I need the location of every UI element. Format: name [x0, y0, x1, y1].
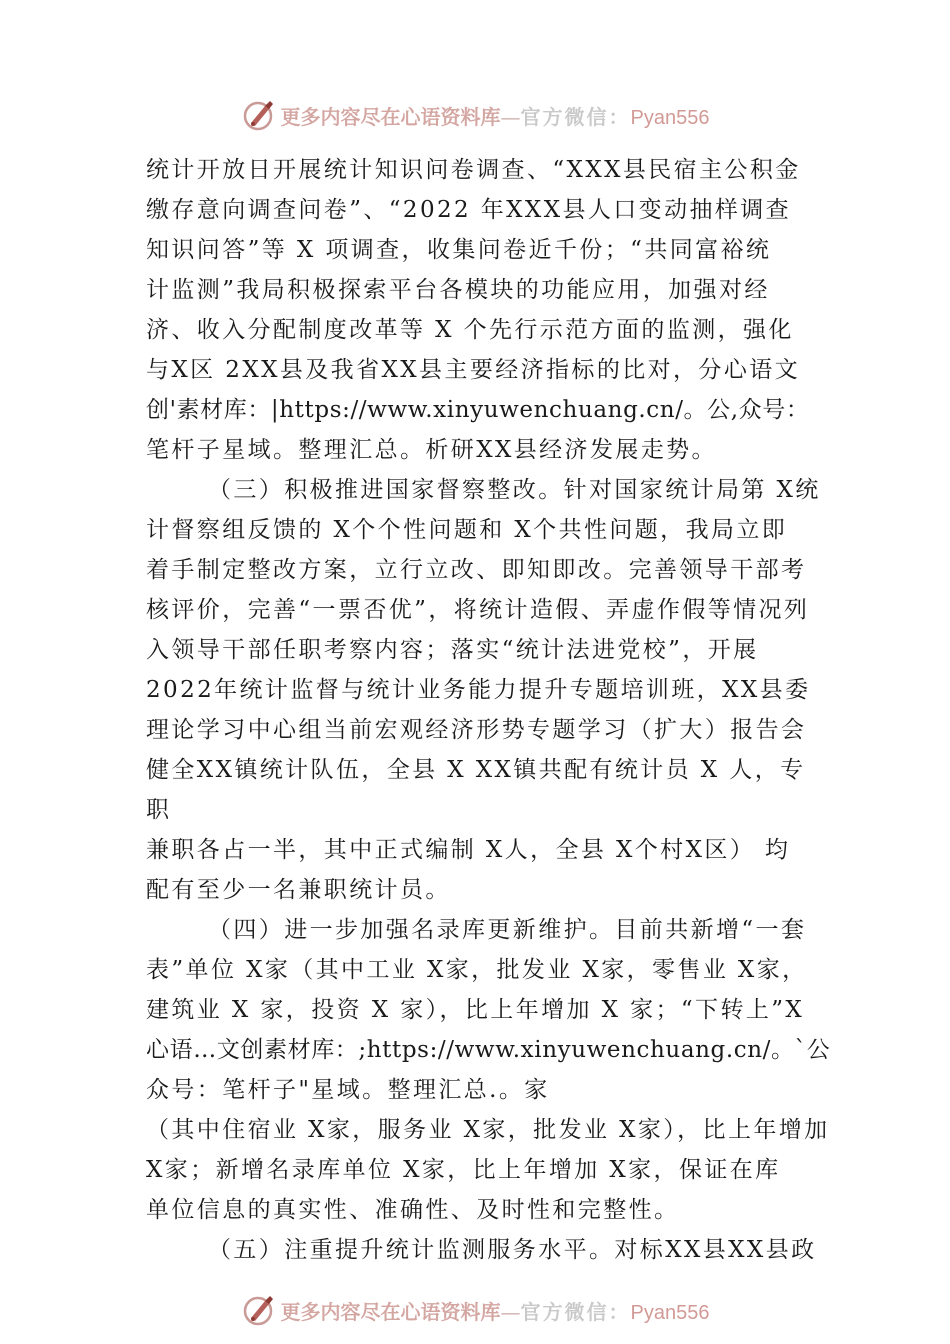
header-separator: —	[500, 104, 521, 129]
text-line: 心语…文创素材库：;https://www.xinyuwenchuang.cn/。`公	[146, 1037, 831, 1063]
text-line: 表”单位 X家（其中工业 X家，批发业 X家，零售业 X家，	[146, 957, 808, 983]
pen-logo-icon	[241, 97, 277, 133]
text-line: 着手制定整改方案，立行立改、即知即改。完善领导干部考	[146, 557, 807, 583]
footer-brand: 更多内容尽在心语资料库	[280, 1299, 501, 1324]
text-line: 健全XX镇统计队伍，全县 X XX镇共配有统计员 X 人，专	[146, 757, 806, 783]
document-body	[146, 150, 846, 1270]
text-line: 创'素材库：|https://www.xinyuwenchuang.cn/。公,众号：	[146, 397, 810, 423]
header-wechat-label: 官方微信：	[520, 104, 631, 129]
header-banner	[0, 95, 950, 135]
text-line: 笔杆子星域。整理汇总。析研XX县经济发展走势。	[146, 437, 717, 463]
text-line: 济、收入分配制度改革等 X 个先行示范方面的监测，强化	[146, 317, 794, 343]
footer-banner	[0, 1290, 950, 1330]
text-line: 2022年统计监督与统计业务能力提升专题培训班，XX县委	[146, 677, 811, 703]
footer-wechat-id: Pyan556	[630, 1301, 710, 1324]
text-line: 计监测”我局积极探索平台各模块的功能应用，加强对经	[146, 277, 770, 303]
text-line: 理论学习中心组当前宏观经济形势专题学习（扩大）报告会	[146, 717, 807, 743]
section-heading-5: （五）注重提升统计监测服务水平。对标XX县XX县政	[208, 1237, 817, 1263]
header-text	[281, 101, 710, 130]
text-line: 职	[146, 797, 172, 823]
text-line: 兼职各占一半，其中正式编制 X人，全县 X个村X区） 均	[146, 837, 791, 863]
text-line: X家；新增名录库单位 X家，比上年增加 X家，保证在库	[146, 1157, 781, 1183]
text-line: （其中住宿业 X家，服务业 X家，批发业 X家），比上年增加	[146, 1117, 830, 1143]
section-heading-4: （四）进一步加强名录库更新维护。目前共新增“一套	[208, 917, 807, 943]
text-line: 单位信息的真实性、准确性、及时性和完整性。	[146, 1197, 680, 1223]
text-line: 知识问答”等 X 项调查，收集问卷近千份；“共同富裕统	[146, 237, 772, 263]
header-brand: 更多内容尽在心语资料库	[280, 104, 501, 129]
text-line: 建筑业 X 家，投资 X 家），比上年增加 X 家；“下转上”X	[146, 997, 805, 1023]
footer-wechat-label: 官方微信：	[520, 1299, 631, 1324]
text-line: 缴存意向调查问卷”、“2022 年XXX县人口变动抽样调查	[146, 197, 792, 223]
section-heading-3: （三）积极推进国家督察整改。针对国家统计局第 X统	[208, 477, 821, 503]
pen-logo-icon	[241, 1292, 277, 1328]
text-line: 核评价，完善“一票否优”，将统计造假、弄虚作假等情况列	[146, 597, 810, 623]
text-line: 众号：笔杆子"星域。整理汇总.。家	[146, 1077, 550, 1103]
text-line: 与X区 2XX县及我省XX县主要经济指标的比对，分心语文	[146, 357, 801, 383]
text-line: 计督察组反馈的 X个个性问题和 X个共性问题，我局立即	[146, 517, 788, 543]
footer-separator: —	[500, 1299, 521, 1324]
text-line: 配有至少一名兼职统计员。	[146, 877, 451, 903]
header-wechat-id: Pyan556	[630, 106, 710, 129]
text-line: 统计开放日开展统计知识问卷调查、“XXX县民宿主公积金	[146, 157, 801, 183]
footer-text	[281, 1296, 710, 1325]
text-line: 入领导干部任职考察内容；落实“统计法进党校”，开展	[146, 637, 759, 663]
